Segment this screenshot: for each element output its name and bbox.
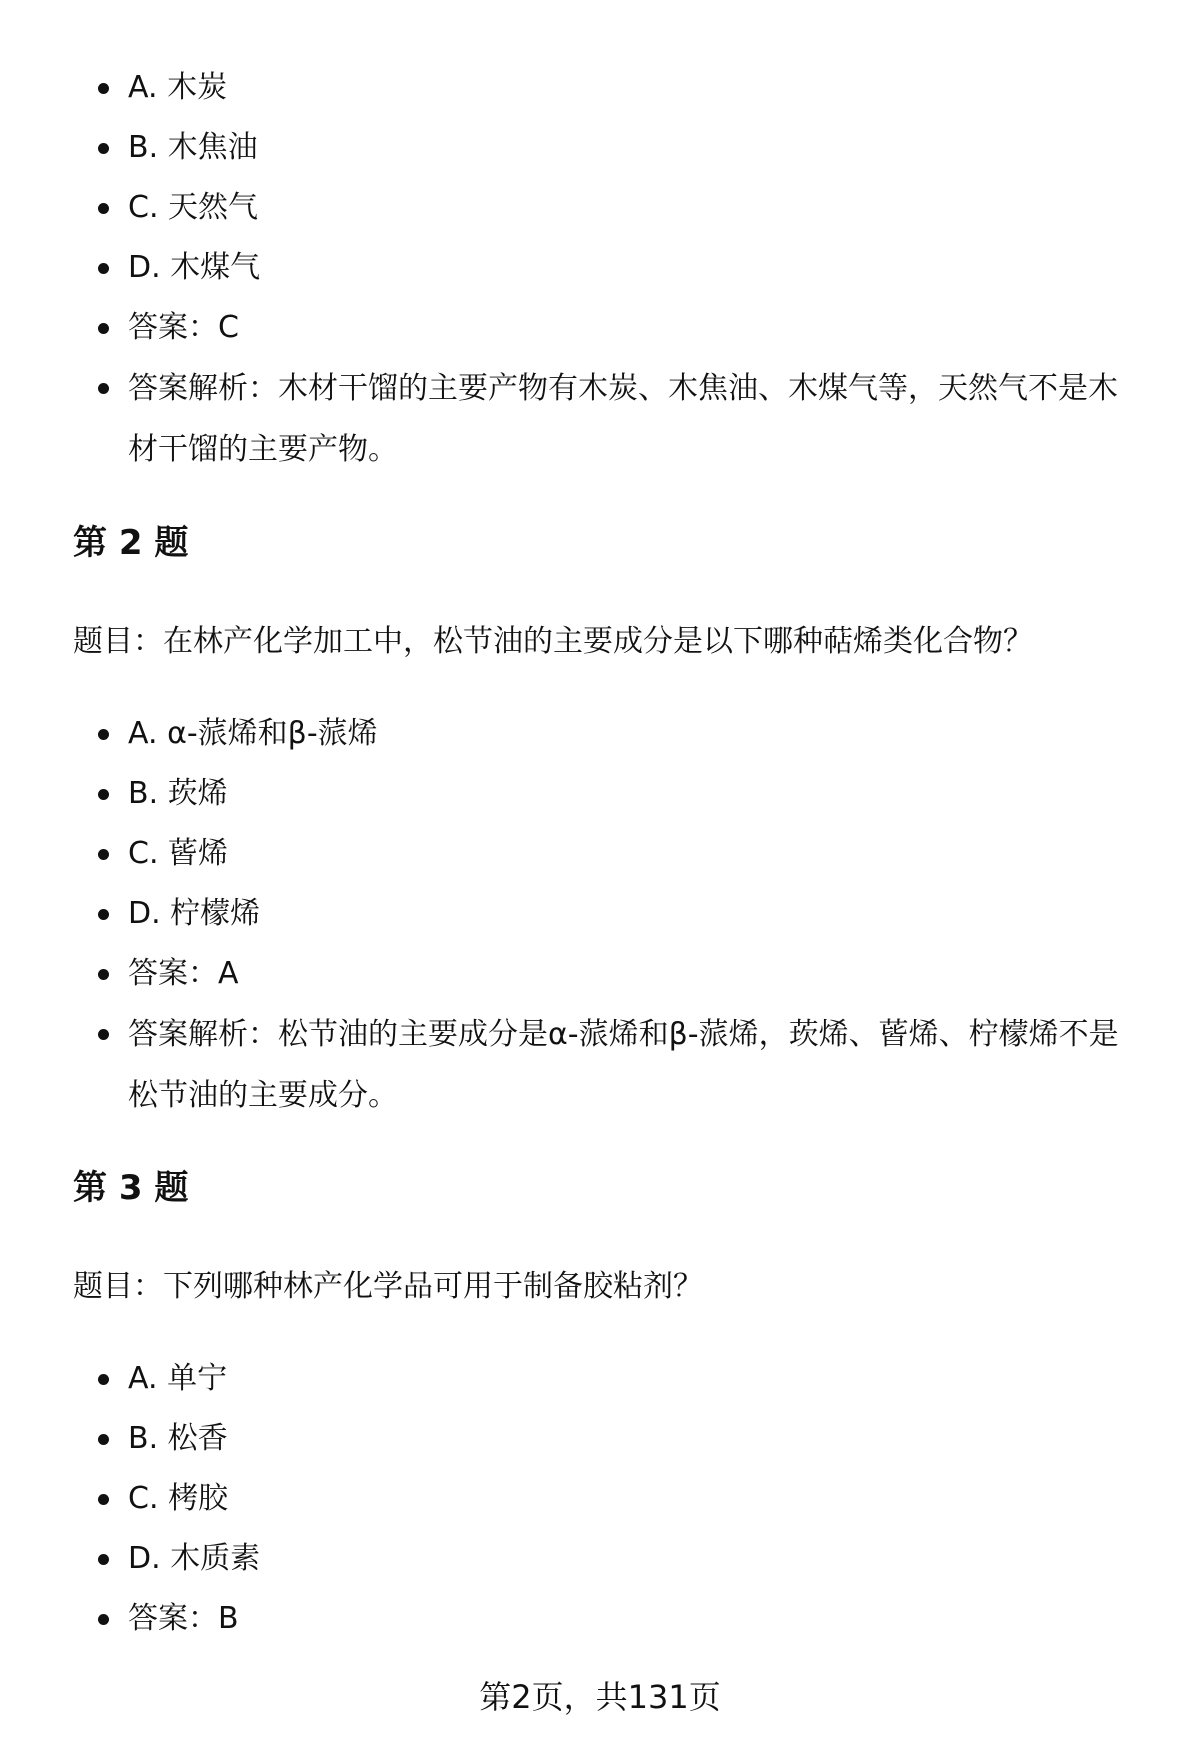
answer: 答案：C	[0, 298, 1200, 358]
option-d: D. 木质素	[0, 1529, 1200, 1589]
question-2-text: 题目：在林产化学加工中，松节油的主要成分是以下哪种萜烯类化合物？	[73, 624, 1033, 659]
question-2-options	[0, 704, 1200, 1126]
answer-explanation: 答案解析：松节油的主要成分是α-蒎烯和β-蒎烯，莰烯、蒈烯、柠檬烯不是松节油的主要成分。	[0, 1004, 1200, 1126]
question-3-text: 题目：下列哪种林产化学品可用于制备胶粘剂？	[73, 1269, 703, 1304]
answer: 答案：B	[0, 1589, 1200, 1649]
question-3-options	[0, 1349, 1200, 1649]
question-3-heading: 第 3 题	[73, 1168, 189, 1208]
answer-explanation: 答案解析：木材干馏的主要产物有木炭、木焦油、木煤气等，天然气不是木材干馏的主要产物。	[0, 358, 1200, 480]
option-a: A. 单宁	[0, 1349, 1200, 1409]
option-b: B. 木焦油	[0, 118, 1200, 178]
question-1-options	[0, 58, 1200, 480]
option-c: C. 栲胶	[0, 1469, 1200, 1529]
option-b: B. 莰烯	[0, 764, 1200, 824]
option-b: B. 松香	[0, 1409, 1200, 1469]
question-2-heading: 第 2 题	[73, 523, 189, 563]
page-number: 第2页，共131页	[479, 1678, 721, 1716]
answer: 答案：A	[0, 944, 1200, 1004]
option-a: A. α-蒎烯和β-蒎烯	[0, 704, 1200, 764]
option-c: C. 蒈烯	[0, 824, 1200, 884]
option-d: D. 木煤气	[0, 238, 1200, 298]
option-c: C. 天然气	[0, 178, 1200, 238]
option-d: D. 柠檬烯	[0, 884, 1200, 944]
option-a: A. 木炭	[0, 58, 1200, 118]
